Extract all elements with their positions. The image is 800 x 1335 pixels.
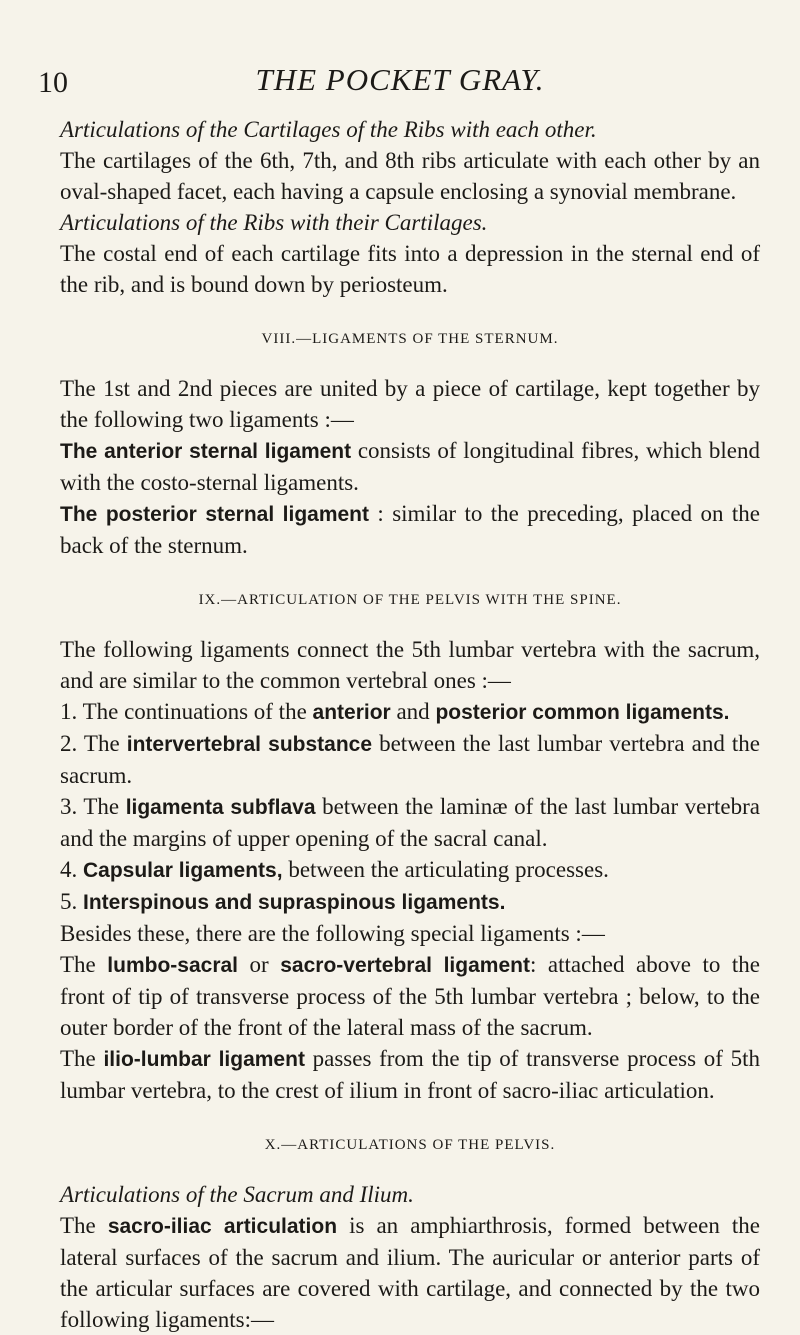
text: The [60, 1213, 108, 1238]
list-item [60, 886, 760, 918]
text: or [238, 952, 281, 977]
subheading: Articulations of the Cartilages of the Ribs with each other. [60, 117, 597, 142]
term: ilio-lumbar ligament [103, 1048, 305, 1071]
term: sacro-vertebral ligament [280, 954, 530, 977]
text: The [60, 1046, 104, 1071]
list-item [60, 791, 760, 854]
section-heading: IX.—ARTICULATION OF THE PELVIS WITH THE SPINE. [198, 592, 622, 608]
paragraph: The costal end of each cartilage fits into a depression in the sternal end of the rib, and is bound down by periosteum. [60, 241, 760, 297]
text: 5. [60, 889, 83, 914]
text: 4. [60, 857, 83, 882]
paragraph: The 1st and 2nd pieces are united by a piece of cartilage, kept together by the following two ligaments :— [60, 376, 760, 432]
text: : similar to the preceding, placed on the back of the sternum. [60, 501, 760, 558]
term: anterior [312, 701, 391, 724]
page-body [60, 114, 760, 1335]
text: : attached above to the front of tip of transverse process of the 5th lumbar vertebra ; below, to the outer border of the front of the lateral mass of the sacrum. [60, 952, 760, 1040]
subheading: Articulations of the Sacrum and Ilium. [60, 1182, 414, 1207]
term: sacro-iliac articulation [107, 1215, 338, 1238]
subheading: Articulations of the Ribs with their Cartilages. [60, 210, 488, 235]
term: lumbo-sacral [107, 954, 239, 977]
text: between the last lumbar vertebra and the sacrum. [60, 731, 761, 788]
text: 2. The [60, 731, 127, 756]
term: Capsular ligaments, [83, 859, 283, 882]
text: passes from the tip of transverse process of 5th lumbar vertebra, to the crest of ilium in front of sacro-iliac articulation. [60, 1046, 760, 1103]
paragraph: The cartilages of the 6th, 7th, and 8th ribs articulate with each other by an oval-shaped facet, each having a capsule enclosing a synovial membrane. [60, 148, 760, 204]
paragraph [60, 949, 760, 1043]
term: posterior common ligaments. [435, 701, 730, 724]
text: The [60, 952, 108, 977]
term: Interspinous and supraspinous ligaments. [83, 891, 506, 914]
running-title: THE POCKET GRAY. [255, 62, 545, 97]
term: The anterior sternal ligament [60, 440, 352, 463]
text: 3. The [60, 794, 126, 819]
list-item [60, 728, 760, 791]
paragraph: Besides these, there are the following special ligaments :— [60, 921, 605, 946]
text: and [390, 699, 436, 724]
text: between the laminæ of the last lumbar vertebra and the margins of upper opening of the sacral canal. [60, 794, 761, 851]
term: intervertebral substance [126, 733, 373, 756]
text: is an amphiarthrosis, formed between the lateral surfaces of the sacrum and ilium. The auricular or anterior parts of the articular surfaces are covered with cartilage, and connected by the two following ligaments:— [60, 1213, 760, 1332]
paragraph [60, 1043, 760, 1106]
paragraph [60, 498, 760, 561]
page-header [0, 62, 800, 102]
text: consists of longitudinal fibres, which blend with the costo-sternal ligaments. [60, 438, 760, 495]
term: The posterior sternal ligament [60, 503, 370, 526]
list-item [60, 696, 760, 728]
paragraph: The following ligaments connect the 5th lumbar vertebra with the sacrum, and are similar to the common vertebral ones :— [60, 637, 760, 693]
term: ligamenta subflava [125, 796, 316, 819]
page-number: 10 [38, 66, 68, 99]
text: between the articulating processes. [282, 857, 609, 882]
section-heading: VIII.—LIGAMENTS OF THE STERNUM. [261, 331, 559, 347]
paragraph [60, 435, 760, 498]
text: 1. The continuations of the [60, 699, 313, 724]
list-item [60, 854, 760, 886]
paragraph [60, 1210, 760, 1335]
section-heading: X.—ARTICULATIONS OF THE PELVIS. [264, 1137, 556, 1153]
